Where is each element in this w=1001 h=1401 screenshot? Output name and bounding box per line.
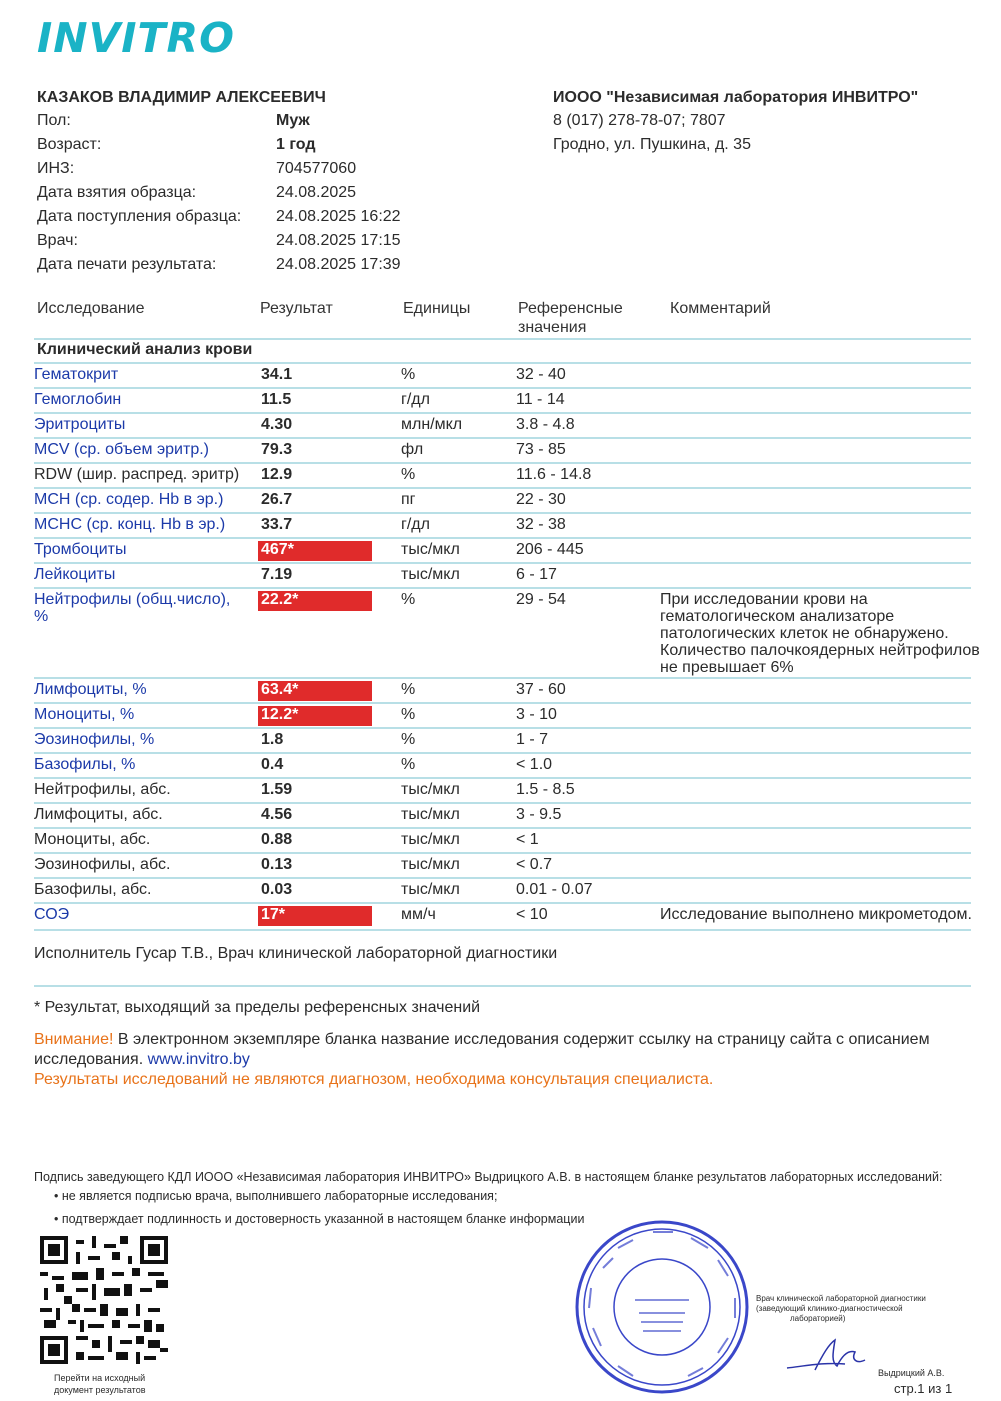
divider <box>34 362 971 364</box>
result-value: 12.2* <box>258 706 372 726</box>
header-ref-2: значения <box>518 319 587 336</box>
test-name[interactable]: Моноциты, % <box>34 706 135 723</box>
unit: % <box>401 681 416 698</box>
doctor-name: Выдрицкий А.В. <box>878 1368 945 1378</box>
reference-range: 1 - 7 <box>516 731 549 748</box>
patient-field-value: Муж <box>276 112 310 129</box>
divider <box>34 512 971 514</box>
patient-field-value: 24.08.2025 16:22 <box>276 208 401 225</box>
result-value: 0.88 <box>261 831 293 848</box>
reference-range: 3.8 - 4.8 <box>516 416 575 433</box>
attention-text: В электронном экземпляре бланка название исследования содержит ссылку на страницу сайта с описанием исследования. <box>34 1031 930 1068</box>
divider <box>34 387 971 389</box>
section-title: Клинический анализ крови <box>37 341 253 358</box>
divider <box>34 562 971 564</box>
test-name[interactable]: Нейтрофилы (общ.число), % <box>34 591 231 625</box>
patient-field-label: Пол: <box>37 112 71 129</box>
test-name: RDW (шир. распред. эритр) <box>34 466 240 483</box>
bullet-text: не является подписью врача, выполнившего лабораторные исследования; <box>61 1189 498 1203</box>
unit: % <box>401 706 416 723</box>
patient-field-value: 24.08.2025 17:15 <box>276 232 401 249</box>
result-value: 1.59 <box>261 781 293 798</box>
page-number: стр.1 из 1 <box>894 1381 953 1396</box>
attention-label: Внимание! <box>34 1031 114 1048</box>
reference-range: 11 - 14 <box>516 391 565 408</box>
test-name[interactable]: Гематокрит <box>34 366 119 383</box>
signature-statement: Подпись заведующего КДЛ ИООО «Независимая лаборатория ИНВИТРО» Выдрицкого А.В. в настоящем бланке результатов лабораторных исследований: <box>34 1170 943 1184</box>
unit: г/дл <box>401 391 430 408</box>
test-name: Эозинофилы, абс. <box>34 856 171 873</box>
diagnosis-disclaimer: Результаты исследований не являются диагнозом, необходима консультация специалиста. <box>34 1071 714 1088</box>
divider <box>34 852 971 854</box>
patient-field-value: 24.08.2025 <box>276 184 357 201</box>
unit: пг <box>401 491 416 508</box>
result-value: 22.2* <box>258 591 372 611</box>
divider <box>34 985 971 987</box>
lab-phone: 8 (017) 278-78-07; 7807 <box>553 112 726 129</box>
result-value: 26.7 <box>261 491 293 508</box>
divider <box>34 702 971 704</box>
result-value: 0.13 <box>261 856 293 873</box>
divider <box>34 462 971 464</box>
signature-bullet-2: • подтверждает подлинность и достоверность указанной в настоящем бланке информации <box>54 1212 585 1226</box>
test-name: Базофилы, абс. <box>34 881 152 898</box>
unit: тыс/мкл <box>401 881 460 898</box>
reference-range: 73 - 85 <box>516 441 566 458</box>
test-name[interactable]: Эозинофилы, % <box>34 731 155 748</box>
patient-field-value: 1 год <box>276 136 316 153</box>
reference-range: < 1.0 <box>516 756 553 773</box>
reference-range: 3 - 10 <box>516 706 557 723</box>
reference-range: 29 - 54 <box>516 591 566 608</box>
result-value: 4.56 <box>261 806 293 823</box>
divider <box>34 437 971 439</box>
test-name: Моноциты, абс. <box>34 831 151 848</box>
unit: тыс/мкл <box>401 856 460 873</box>
reference-range: < 10 <box>516 906 548 923</box>
divider <box>34 752 971 754</box>
lab-name: ИООО "Независимая лаборатория ИНВИТРО" <box>553 89 919 106</box>
qr-code[interactable] <box>40 1236 168 1364</box>
doctor-title-1: Врач клинической лабораторной диагностики <box>756 1294 926 1303</box>
divider <box>34 827 971 829</box>
unit: % <box>401 731 416 748</box>
patient-field-label: Врач: <box>37 232 78 249</box>
reference-range: < 1 <box>516 831 539 848</box>
comment: При исследовании крови на гематологическом анализаторе патологических клеток не обнаружено. Количество палочкоядерных нейтрофилов не превышает 6% <box>660 591 980 676</box>
test-name[interactable]: Эритроциты <box>34 416 126 433</box>
test-name[interactable]: СОЭ <box>34 906 70 923</box>
test-name[interactable]: Лимфоциты, % <box>34 681 147 698</box>
result-value: 11.5 <box>261 391 292 408</box>
unit: тыс/мкл <box>401 541 460 558</box>
divider <box>34 587 971 589</box>
unit: % <box>401 591 416 608</box>
reference-range: 3 - 9.5 <box>516 806 562 823</box>
test-name[interactable]: MCH (ср. содер. Hb в эр.) <box>34 491 224 508</box>
test-name[interactable]: MCV (ср. объем эритр.) <box>34 441 209 458</box>
test-name: Лимфоциты, абс. <box>34 806 163 823</box>
test-name[interactable]: Лейкоциты <box>34 566 116 583</box>
site-link[interactable]: www.invitro.by <box>147 1051 250 1068</box>
invitro-logo: INVITRO <box>37 14 235 62</box>
divider <box>34 777 971 779</box>
divider <box>34 877 971 879</box>
test-name: Нейтрофилы, абс. <box>34 781 171 798</box>
patient-field-label: Дата печати результата: <box>37 256 217 273</box>
comment: Исследование выполнено микрометодом. <box>660 906 972 923</box>
qr-caption-2: документ результатов <box>54 1385 146 1395</box>
divider <box>34 338 971 340</box>
result-value: 0.4 <box>261 756 284 773</box>
result-value: 467* <box>258 541 372 561</box>
result-value: 7.19 <box>261 566 293 583</box>
header-units: Единицы <box>403 300 471 317</box>
header-comment: Комментарий <box>670 300 771 317</box>
lab-address: Гродно, ул. Пушкина, д. 35 <box>553 136 751 153</box>
result-value: 1.8 <box>261 731 284 748</box>
unit: % <box>401 366 416 383</box>
divider <box>34 802 971 804</box>
qr-caption-1: Перейти на исходный <box>54 1373 146 1383</box>
test-name[interactable]: Базофилы, % <box>34 756 136 773</box>
divider <box>34 487 971 489</box>
header-test: Исследование <box>37 300 145 317</box>
header-result: Результат <box>260 300 333 317</box>
patient-field-label: Дата поступления образца: <box>37 208 242 225</box>
unit: г/дл <box>401 516 430 533</box>
unit: тыс/мкл <box>401 781 460 798</box>
patient-field-label: ИНЗ: <box>37 160 75 177</box>
doctor-title-3: лабораторией) <box>790 1314 846 1323</box>
reference-range: 11.6 - 14.8 <box>516 466 592 483</box>
executor: Исполнитель Гусар Т.В., Врач клинической лабораторной диагностики <box>34 945 558 962</box>
result-value: 0.03 <box>261 881 293 898</box>
divider <box>34 537 971 539</box>
result-value: 12.9 <box>261 466 293 483</box>
reference-range: 37 - 60 <box>516 681 566 698</box>
divider <box>34 929 971 931</box>
result-value: 4.30 <box>261 416 293 433</box>
unit: мм/ч <box>401 906 436 923</box>
reference-range: < 0.7 <box>516 856 553 873</box>
divider <box>34 727 971 729</box>
unit: млн/мкл <box>401 416 463 433</box>
reference-range: 32 - 40 <box>516 366 566 383</box>
test-name[interactable]: Гемоглобин <box>34 391 122 408</box>
patient-name: КАЗАКОВ ВЛАДИМИР АЛЕКСЕЕВИЧ <box>37 89 326 106</box>
reference-range: 0.01 - 0.07 <box>516 881 593 898</box>
header-ref-1: Референсные <box>518 300 623 317</box>
patient-field-label: Возраст: <box>37 136 102 153</box>
test-name[interactable]: MCHC (ср. конц. Hb в эр.) <box>34 516 226 533</box>
result-value: 34.1 <box>261 366 293 383</box>
result-value: 79.3 <box>261 441 293 458</box>
unit: % <box>401 756 416 773</box>
bullet-text: подтверждает подлинность и достоверность указанной в настоящем бланке информации <box>61 1212 585 1226</box>
attention-note <box>34 1030 974 1070</box>
result-value: 63.4* <box>258 681 372 701</box>
unit: фл <box>401 441 424 458</box>
divider <box>34 902 971 904</box>
reference-range: 1.5 - 8.5 <box>516 781 575 798</box>
reference-range: 22 - 30 <box>516 491 566 508</box>
official-stamp-image <box>573 1218 751 1401</box>
patient-field-value: 704577060 <box>276 160 357 177</box>
reference-range: 32 - 38 <box>516 516 566 533</box>
signature-bullet-1: • не является подписью врача, выполнившего лабораторные исследования; <box>54 1189 498 1203</box>
unit: тыс/мкл <box>401 806 460 823</box>
divider <box>34 677 971 679</box>
reference-range: 6 - 17 <box>516 566 557 583</box>
result-value: 33.7 <box>261 516 293 533</box>
asterisk-note: * Результат, выходящий за пределы референсных значений <box>34 999 481 1016</box>
unit: тыс/мкл <box>401 566 460 583</box>
unit: тыс/мкл <box>401 831 460 848</box>
patient-field-label: Дата взятия образца: <box>37 184 197 201</box>
reference-range: 206 - 445 <box>516 541 584 558</box>
unit: % <box>401 466 416 483</box>
divider <box>34 412 971 414</box>
doctor-title-2: (заведующий клинико-диагностической <box>756 1304 903 1313</box>
patient-field-value: 24.08.2025 17:39 <box>276 256 401 273</box>
doctor-signature-image <box>785 1332 875 1381</box>
result-value: 17* <box>258 906 372 926</box>
test-name[interactable]: Тромбоциты <box>34 541 127 558</box>
